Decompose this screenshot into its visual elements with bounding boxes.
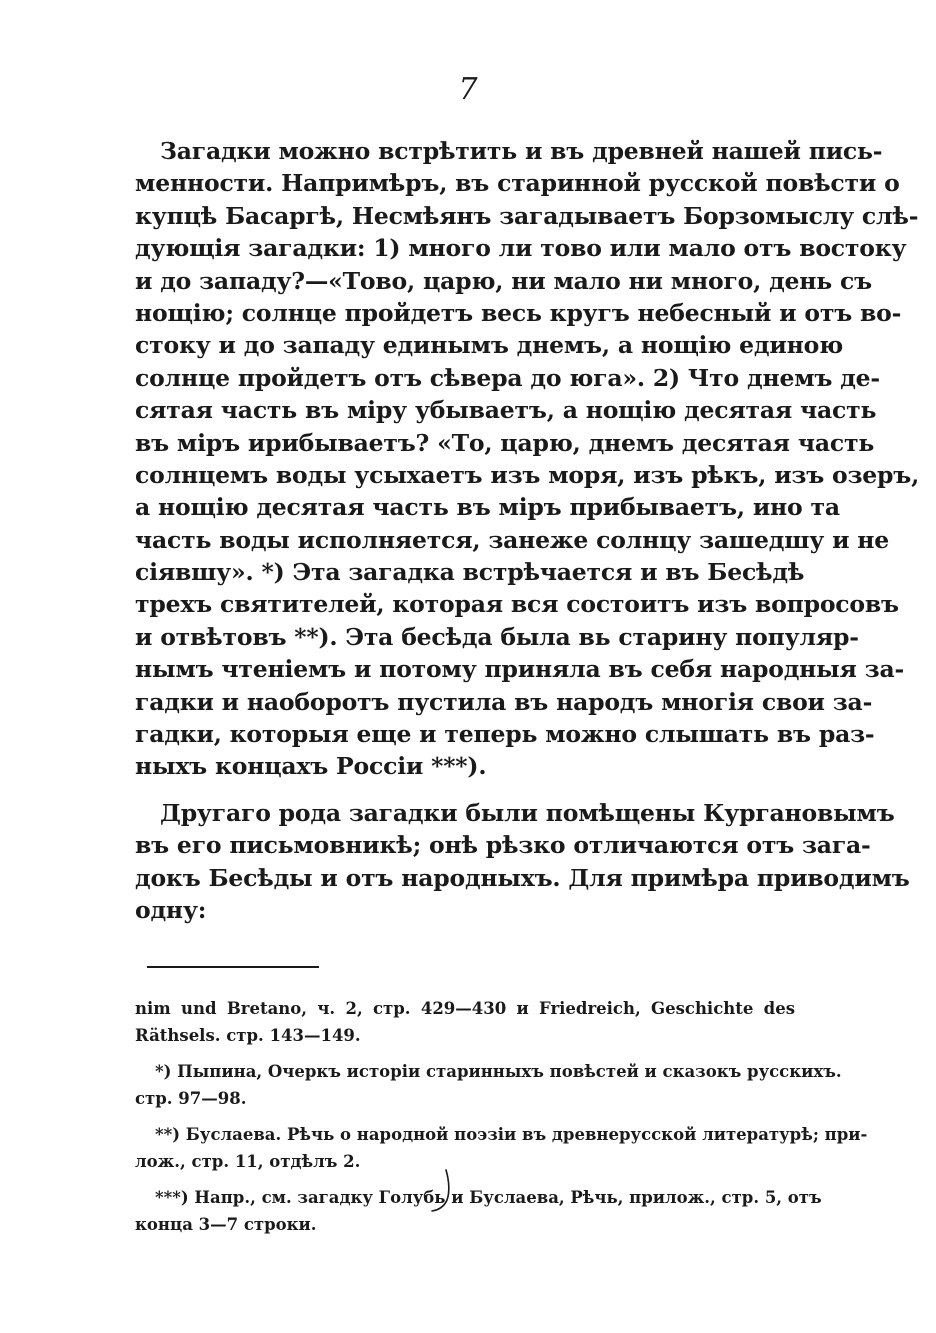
- footnote-line: nim und Bretano, ч. 2, стр. 429—430 и Friedreich, Geschichte des: [135, 999, 795, 1018]
- footnotes: [135, 995, 868, 1238]
- footnote-1: [135, 1058, 842, 1112]
- text-line: ныхъ концахъ Россіи ***).: [135, 752, 487, 781]
- paragraph-riddles-in-literature: [135, 135, 920, 783]
- main-text: [135, 135, 920, 926]
- footnote-line: Räthsels. стр. 143—149.: [135, 1026, 361, 1045]
- text-line: стоку и до западу единымъ днемъ, а нощію единою: [135, 331, 843, 360]
- footnote-2: [135, 1121, 868, 1175]
- text-line: часть воды исполняется, занеже солнцу зашедшу и не: [135, 525, 890, 554]
- page-number: 7: [458, 72, 478, 107]
- paragraph-kurganov-riddles: [135, 797, 910, 927]
- text-line: въ міръ ирибываетъ? «То, царю, днемъ десятая часть: [135, 428, 875, 457]
- text-line: Загадки можно встрѣтить и въ древней нашей пись-: [160, 137, 883, 165]
- footnote-line: *) Пыпина, Очеркъ исторіи старинныхъ повѣстей и сказокъ русскихъ.: [155, 1062, 842, 1081]
- text-line: менности. Напримѣръ, въ старинной русской повѣсти о: [135, 169, 900, 198]
- text-line: нымъ чтеніемъ и потому приняла въ себя народныя за-: [135, 655, 905, 684]
- text-line: солнце пройдетъ отъ сѣвера до юга». 2) Что днемъ де-: [135, 363, 880, 392]
- text-line: и до западу?—«Тово, царю, ни мало ни много, день съ: [135, 266, 872, 295]
- text-line: дующія загадки: 1) много ли тово или мало отъ востоку: [135, 234, 907, 263]
- text-line: въ его письмовникѣ; онѣ рѣзко отличаются отъ зага-: [135, 831, 871, 860]
- text-line: докъ Бесѣды и отъ народныхъ. Для примѣра приводимъ: [135, 863, 910, 892]
- footnote-separator-rule: [147, 966, 319, 968]
- stray-ink-mark: [430, 1168, 456, 1214]
- text-line: сіявшу». *) Эта загадка встрѣчается и въ Бесѣдѣ: [135, 558, 805, 587]
- text-line: солнцемъ воды усыхаетъ изъ моря, изъ рѣкъ, изъ озеръ,: [135, 460, 920, 489]
- text-line: гадки, которыя еще и теперь можно слышать въ раз-: [135, 720, 875, 749]
- text-line: сятая часть въ міру убываетъ, а нощію десятая часть: [135, 396, 877, 425]
- text-line: гадки и наоборотъ пустила въ народъ многія свои за-: [135, 687, 873, 716]
- text-line: и отвѣтовъ **). Эта бесѣда была вь старину популяр-: [135, 622, 859, 651]
- text-line: нощію; солнце пройдетъ весь кругъ небесный и отъ во-: [135, 298, 902, 327]
- footnote-line: стр. 97—98.: [135, 1089, 247, 1108]
- footnote-continuation: [135, 995, 795, 1049]
- footnote-line: лож., стр. 11, отдѣлъ 2.: [135, 1152, 361, 1171]
- footnote-line: **) Буслаева. Рѣчь о народной поэзіи въ древнерусской литературѣ; при-: [155, 1125, 868, 1144]
- text-line: одну:: [135, 895, 207, 924]
- text-line: купцѣ Басаргѣ, Несмѣянъ загадываетъ Борзомыслу слѣ-: [135, 201, 919, 230]
- footnote-line: ***) Напр., см. загадку Голубь и Буслаева, Рѣчь, прилож., стр. 5, отъ: [155, 1188, 822, 1207]
- paragraph-gap: [135, 783, 795, 797]
- footnote-3: [135, 1184, 822, 1238]
- text-line: а нощію десятая часть въ міръ прибываетъ, ино та: [135, 493, 840, 522]
- text-line: трехъ святителей, которая вся состоитъ изъ вопросовъ: [135, 590, 899, 619]
- footnote-line: конца 3—7 строки.: [135, 1215, 317, 1234]
- text-line: Другаго рода загадки были помѣщены Кургановымъ: [160, 798, 895, 827]
